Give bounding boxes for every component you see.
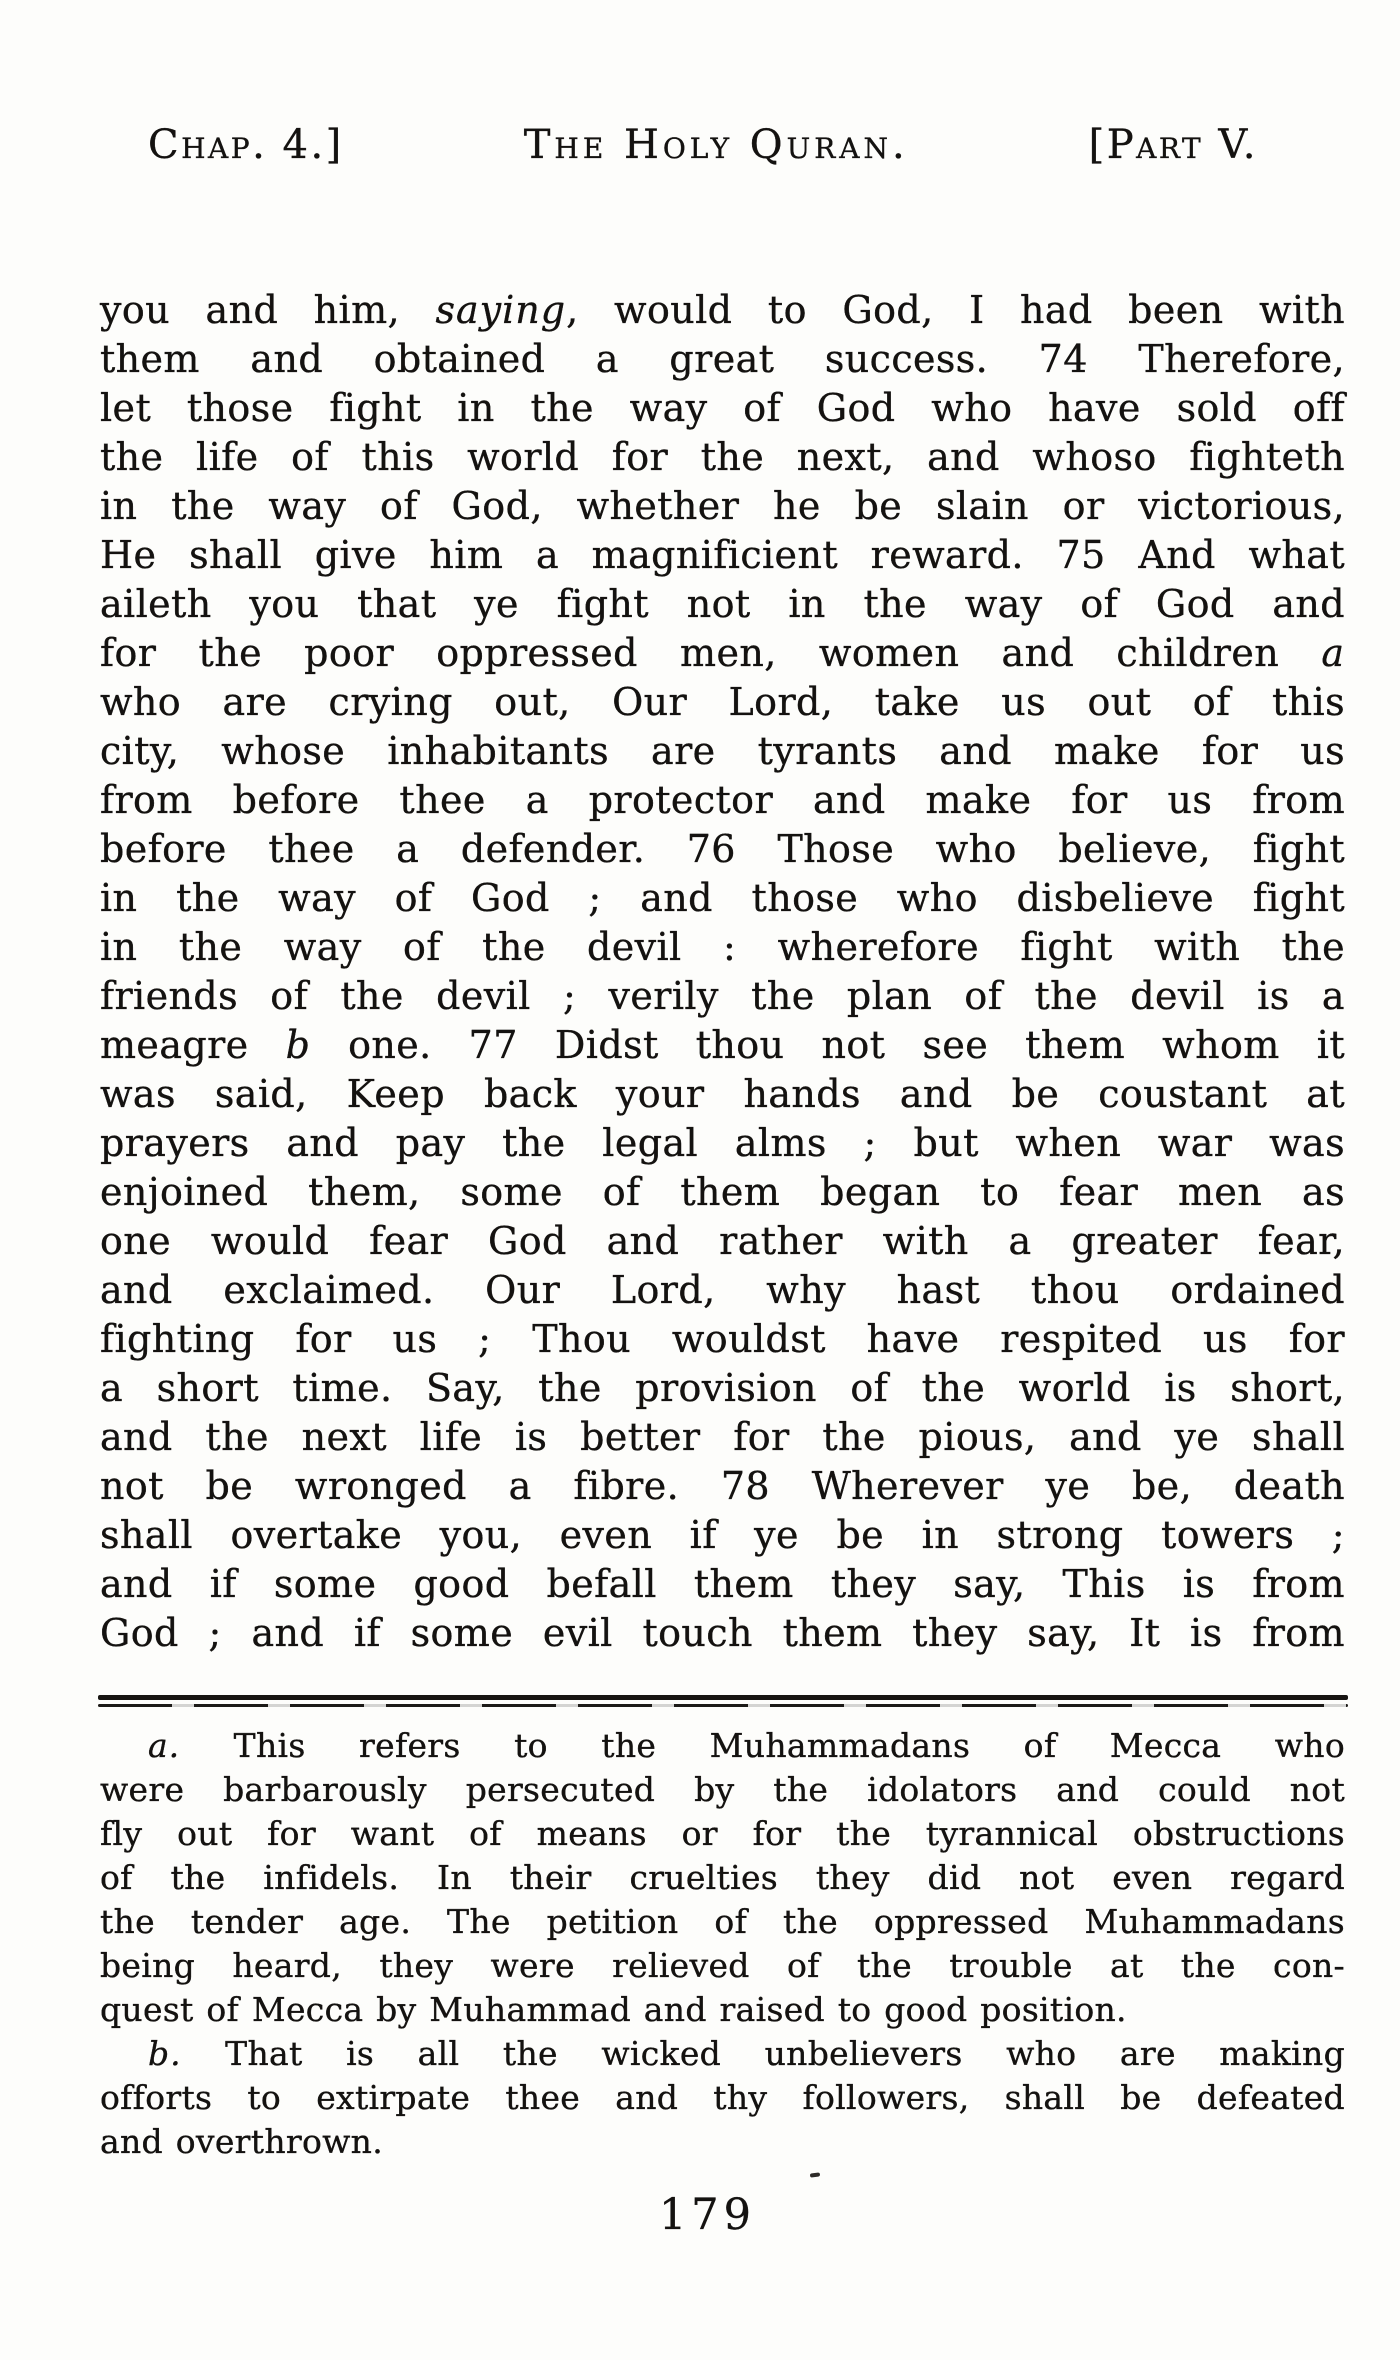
divider-bottom-line — [98, 1704, 1348, 1707]
body-line-5: in the way of God, whether he be slain or victorious, — [100, 484, 1345, 528]
body-line-7: aileth you that ye fight not in the way of God and — [100, 582, 1345, 626]
body-line-26: shall overtake you, even if ye be in strong towers ; — [100, 1513, 1345, 1557]
body-line-25: not be wronged a fibre. 78 Wherever ye be, death — [100, 1464, 1345, 1508]
footnote-line-9: offorts to extirpate thee and thy followers, shall be defeated — [100, 2078, 1345, 2117]
body-line-10: city, whose inhabitants are tyrants and make for us — [100, 729, 1345, 773]
footnote-line-7: quest of Mecca by Muhammad and raised to good position. — [100, 1990, 1127, 2029]
footnote-line-8: b. That is all the wicked unbelievers who are making — [148, 2034, 1345, 2073]
footnote-line-4: of the infidels. In their cruelties they did not even regard — [100, 1858, 1345, 1897]
chapter-label: Chap. 4.] — [148, 122, 344, 168]
part-label: [Part V. — [1088, 122, 1258, 168]
body-line-14: in the way of the devil : wherefore fight with the — [100, 925, 1345, 969]
body-line-20: one would fear God and rather with a greater fear, — [100, 1219, 1345, 1263]
body-line-4: the life of this world for the next, and whoso fighteth — [100, 435, 1345, 479]
footnote-divider — [98, 1695, 1348, 1707]
footnote-line-10: and overthrown. — [100, 2122, 384, 2161]
body-line-1: you and him, saying, would to God, I had been with — [100, 288, 1346, 332]
body-line-2: them and obtained a great success. 74 Therefore, — [100, 337, 1345, 381]
body-line-16: meagre b one. 77 Didst thou not see them whom it — [100, 1023, 1345, 1067]
body-line-19: enjoined them, some of them began to fear men as — [100, 1170, 1345, 1214]
body-line-13: in the way of God ; and those who disbelieve fight — [100, 876, 1345, 920]
body-line-12: before thee a defender. 76 Those who believe, fight — [100, 827, 1345, 871]
body-line-9: who are crying out, Our Lord, take us out of this — [100, 680, 1345, 724]
divider-top-line — [98, 1695, 1348, 1700]
footnotes-block — [100, 1724, 1345, 2164]
body-line-17: was said, Keep back your hands and be coustant at — [100, 1072, 1345, 1116]
body-line-27: and if some good befall them they say, This is from — [100, 1562, 1345, 1606]
footnote-line-2: were barbarously persecuted by the idolators and could not — [100, 1770, 1345, 1809]
running-header — [148, 122, 1258, 168]
body-line-6: He shall give him a magnificient reward. 75 And what — [100, 533, 1345, 577]
body-line-3: let those fight in the way of God who have sold off — [100, 386, 1345, 430]
book-title: The Holy Quran. — [523, 122, 909, 168]
verse-text-block — [100, 286, 1345, 1658]
ink-speck — [810, 2172, 820, 2177]
footnote-line-5: the tender age. The petition of the oppressed Muhammadans — [100, 1902, 1345, 1941]
footnote-line-3: fly out for want of means or for the tyrannical obstructions — [100, 1814, 1345, 1853]
body-line-18: prayers and pay the legal alms ; but when war was — [100, 1121, 1345, 1165]
body-line-15: friends of the devil ; verily the plan of the devil is a — [100, 974, 1345, 1018]
footnote-line-1: a. This refers to the Muhammadans of Mecca who — [148, 1726, 1345, 1765]
body-line-23: a short time. Say, the provision of the world is short, — [100, 1366, 1345, 1410]
body-line-11: from before thee a protector and make for us from — [100, 778, 1345, 822]
body-line-21: and exclaimed. Our Lord, why hast thou ordained — [100, 1268, 1345, 1312]
body-line-22: fighting for us ; Thou wouldst have respited us for — [100, 1317, 1345, 1361]
body-line-28: God ; and if some evil touch them they say, It is from — [100, 1611, 1345, 1655]
body-line-24: and the next life is better for the pious, and ye shall — [100, 1415, 1345, 1459]
page-number: 179 — [658, 2190, 757, 2240]
footnote-line-6: being heard, they were relieved of the trouble at the con- — [100, 1946, 1345, 1985]
body-line-8: for the poor oppressed men, women and children a — [100, 631, 1345, 675]
